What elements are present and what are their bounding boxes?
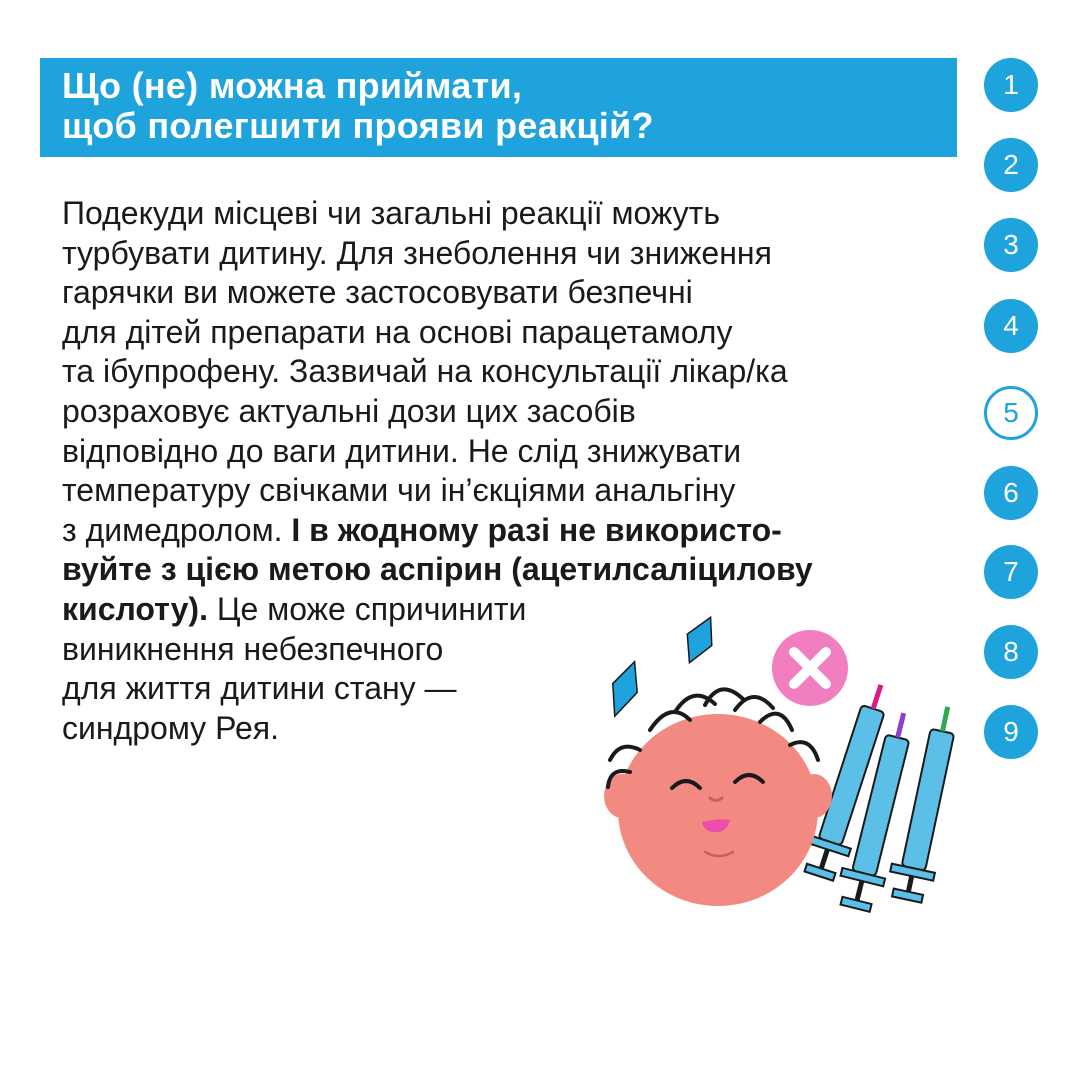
body-text-normal: Це може спричинити <box>207 590 527 627</box>
body-line: для дітей препарати на основі парацетамолу <box>62 313 733 350</box>
body-line: гарячки ви можете застосовувати безпечні <box>62 274 693 311</box>
warning-text-bold: І в жодному разі не використо- <box>291 511 782 548</box>
nav-item-2[interactable]: 2 <box>984 138 1038 192</box>
warning-text-bold: кислоту). <box>62 590 208 627</box>
body-line: температуру свічками чи ін’єкціями анальгіну <box>62 472 736 509</box>
nav-item-1[interactable]: 1 <box>984 58 1038 112</box>
body-line <box>62 511 962 551</box>
nav-item-3[interactable]: 3 <box>984 218 1038 272</box>
nav-item-8[interactable]: 8 <box>984 625 1038 679</box>
page-title-line-1: Що (не) можна приймати, <box>62 65 523 106</box>
cross-badge-icon <box>772 630 848 706</box>
body-line: для життя дитини стану — <box>62 670 457 707</box>
nav-item-4[interactable]: 4 <box>984 299 1038 353</box>
body-line: та ібупрофену. Зазвичай на консультації лікар/ка <box>62 353 788 390</box>
page-title-line-2: щоб полегшити прояви реакцій? <box>62 105 654 146</box>
baby-face-icon <box>604 689 832 906</box>
body-text-normal: з димедролом. <box>62 511 292 548</box>
body-line: турбувати дитину. Для знеболення чи зниження <box>62 234 772 271</box>
body-line: відповідно до ваги дитини. Не слід знижувати <box>62 432 742 469</box>
nav-item-6[interactable]: 6 <box>984 466 1038 520</box>
body-line: розраховує актуальні дози цих засобів <box>62 392 636 429</box>
body-line: виникнення небезпечного <box>62 630 444 667</box>
nav-item-9[interactable]: 9 <box>984 705 1038 759</box>
body-line: синдрому Рея. <box>62 709 280 746</box>
nav-item-7[interactable]: 7 <box>984 545 1038 599</box>
sparkle-icon <box>677 611 723 668</box>
nav-item-5[interactable]: 5 <box>984 386 1038 440</box>
title-banner <box>40 58 957 157</box>
sparkle-icon <box>603 657 647 720</box>
body-line: Подекуди місцеві чи загальні реакції можуть <box>62 195 720 231</box>
baby-with-syringes-icon <box>580 600 980 930</box>
warning-text-bold: вуйте з цією метою аспірин (ацетилсаліцилову <box>62 551 813 588</box>
